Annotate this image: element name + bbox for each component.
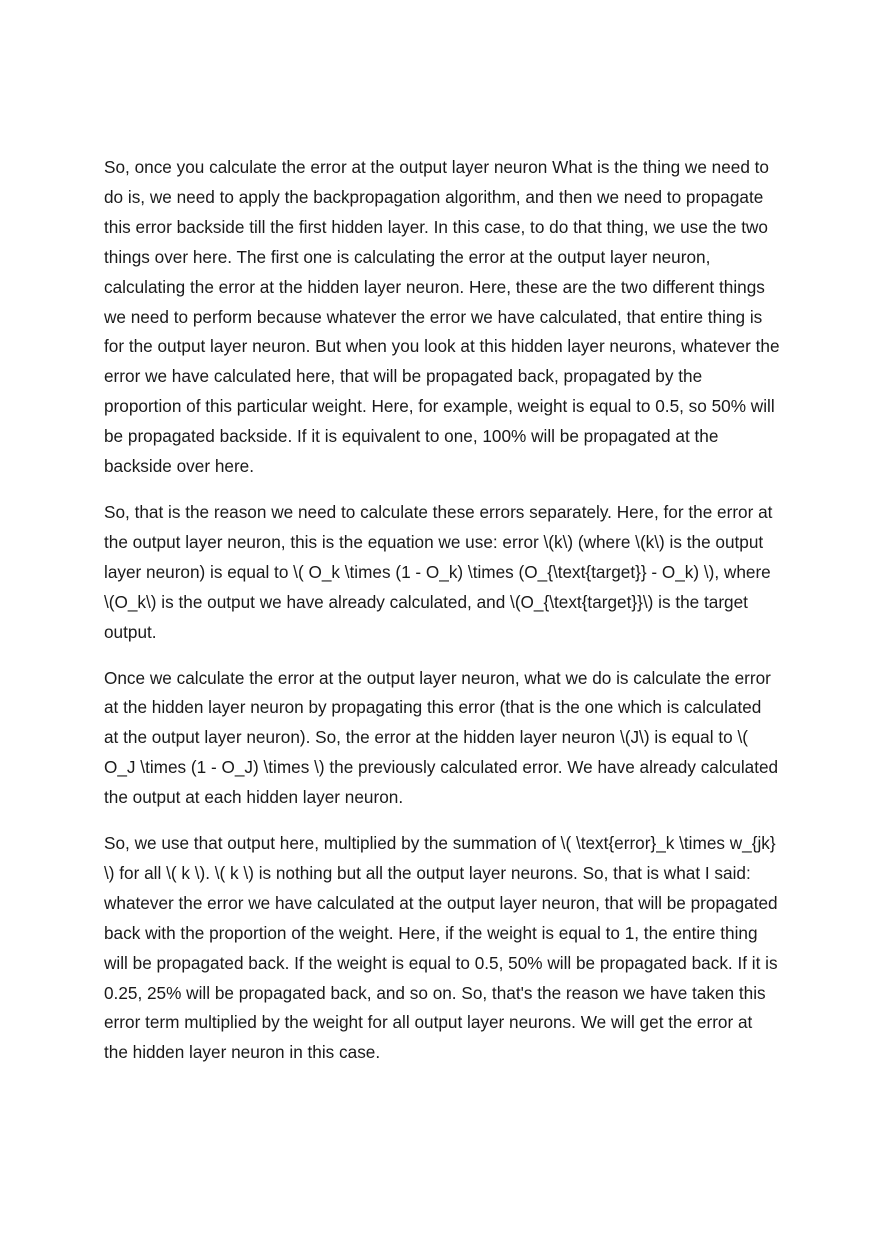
paragraph-3: Once we calculate the error at the output layer neuron, what we do is calculate the error at the hidden layer neuron by propagating this error (that is the one which is calculated at the output layer neuron). So, the error at the hidden layer neuron \(J\) is equal to \( O_J \times (1 - O_J) \times \) the previously calculated error. We have already calculated the output at each hidden layer neuron.	[104, 667, 779, 808]
paragraph-2: So, that is the reason we need to calculate these errors separately. Here, for the error at the output layer neuron, this is the equation we use: error \(k\) (where \(k\) is the output layer neuron) is equal to \( O_k \times (1 - O_k) \times (O_{\text{target}} - O_k) \), where \(O_k\) is the output we have already calculated, and \(O_{\text{target}}\) is the target output.	[104, 501, 773, 642]
paragraph-1: So, once you calculate the error at the output layer neuron What is the thing we need to do is, we need to apply the backpropagation algorithm, and then we need to propagate this error backside till the first hidden layer. In this case, to do that thing, we use the two things over here. The first one is calculating the error at the output layer neuron, calculating the error at the hidden layer neuron. Here, these are the two different things we need to perform because whatever the error we have calculated, that entire thing is for the output layer neuron. But when you look at this hidden layer neurons, whatever the error we have calculated here, that will be propagated back, propagated by the proportion of this particular weight. Here, for example, weight is equal to 0.5, so 50% will be propagated backside. If it is equivalent to one, 100% will be propagated at the backside over here.	[104, 157, 780, 477]
paragraph-4: So, we use that output here, multiplied by the summation of \( \text{error}_k \times w_{jk} \) for all \( k \). \( k \) is nothing but all the output layer neurons. So, that is what I said: whatever the error we have calculated at the output layer neuron, that will be propagated back with the proportion of the weight. Here, if the weight is equal to 1, the entire thing will be propagated back. If the weight is equal to 0.5, 50% will be propagated back. If it is 0.25, 25% will be propagated back, and so on. So, that's the reason we have taken this error term multiplied by the weight for all output layer neurons. We will get the error at the hidden layer neuron in this case.	[104, 833, 778, 1063]
document-body	[104, 153, 780, 1084]
